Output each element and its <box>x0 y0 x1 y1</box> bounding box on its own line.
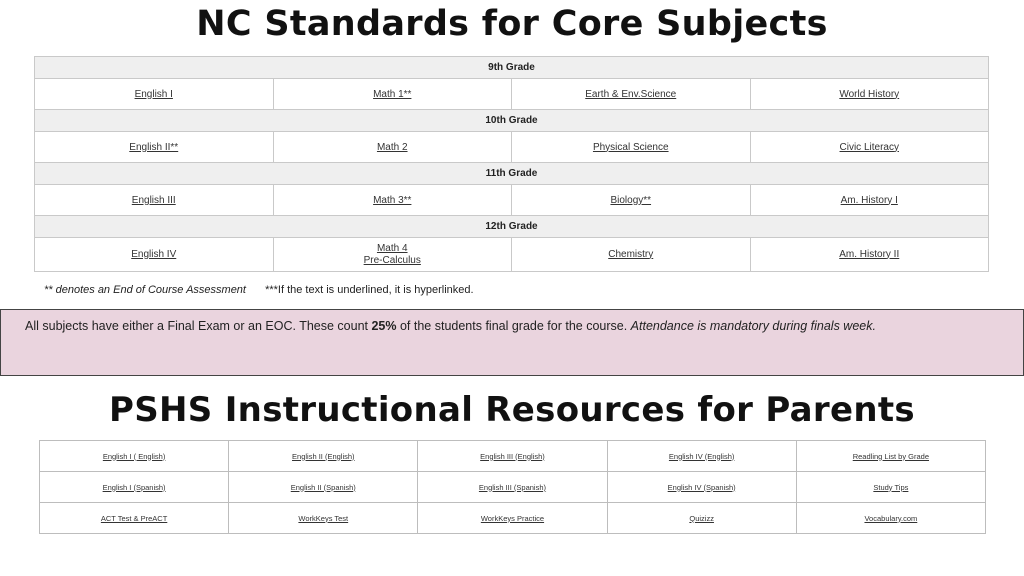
resource-cell <box>418 503 607 534</box>
grade-header-row <box>35 57 989 79</box>
resource-cell <box>229 441 418 472</box>
subject-link-earth-env-science[interactable]: Earth & Env.Science <box>585 88 677 100</box>
grade-header-row <box>35 163 989 185</box>
resource-link[interactable]: Vocabulary.com <box>864 513 918 523</box>
resource-link[interactable]: ACT Test & PreACT <box>100 513 168 523</box>
grade-header-row <box>35 216 989 238</box>
subject-link-biology[interactable]: Biology** <box>610 194 652 206</box>
subject-link-chemistry[interactable]: Chemistry <box>608 248 654 260</box>
resource-cell <box>229 503 418 534</box>
subject-link-english-2[interactable]: English II** <box>129 141 179 153</box>
resource-row <box>40 441 986 472</box>
banner-attendance-note: Attendance is mandatory during finals week. <box>630 319 876 333</box>
resource-link[interactable]: Study Tips <box>873 482 909 492</box>
resource-row <box>40 503 986 534</box>
subject-cell <box>35 238 274 272</box>
subject-cell <box>512 185 751 216</box>
subject-cell <box>750 185 989 216</box>
resource-link[interactable]: English III (English) <box>480 451 545 461</box>
subject-cell <box>35 185 274 216</box>
subject-link-pre-calculus[interactable]: Pre-Calculus <box>363 254 421 266</box>
subject-link-english-1[interactable]: English I <box>134 88 173 100</box>
resource-cell <box>418 472 607 503</box>
resource-cell <box>229 472 418 503</box>
hyperlink-footnote: ***If the text is underlined, it is hyperlinked. <box>265 284 474 296</box>
subject-cell <box>273 132 512 163</box>
subject-cell <box>273 238 512 272</box>
subject-link-civic-literacy[interactable]: Civic Literacy <box>839 141 899 153</box>
resources-table <box>39 440 986 534</box>
resource-row <box>40 472 986 503</box>
resource-link[interactable]: Quizizz <box>689 513 714 523</box>
resource-link[interactable]: WorkKeys Practice <box>480 513 545 523</box>
eoc-footnote: ** denotes an End of Course Assessment <box>44 284 246 296</box>
grade-header-row <box>35 110 989 132</box>
resources-title: PSHS Instructional Resources for Parents <box>109 390 915 430</box>
resource-cell <box>796 441 985 472</box>
resource-link[interactable]: English III (Spanish) <box>478 482 547 492</box>
resource-link[interactable]: Readling List by Grade <box>852 451 930 461</box>
grade-header: 9th Grade <box>35 57 989 79</box>
subject-cell <box>750 79 989 110</box>
resource-cell <box>40 472 229 503</box>
resource-cell <box>607 472 796 503</box>
resource-link[interactable]: English I (Spanish) <box>102 482 166 492</box>
subject-link-math-1[interactable]: Math 1** <box>373 88 412 100</box>
subject-cell <box>750 238 989 272</box>
subject-link-math-4[interactable]: Math 4 <box>376 242 408 254</box>
banner-text-middle: of the students final grade for the course. <box>396 319 631 333</box>
resource-link[interactable]: WorkKeys Test <box>298 513 349 523</box>
subject-cell <box>512 238 751 272</box>
subject-link-am-history-1[interactable]: Am. History I <box>840 194 898 206</box>
resource-link[interactable]: English IV (English) <box>668 451 735 461</box>
standards-table <box>34 56 989 272</box>
resource-cell <box>607 441 796 472</box>
resource-link[interactable]: English II (Spanish) <box>290 482 356 492</box>
resource-link[interactable]: English II (English) <box>292 451 355 461</box>
subject-cell <box>35 132 274 163</box>
resource-cell <box>40 441 229 472</box>
footnotes <box>44 284 474 296</box>
resource-link[interactable]: English IV (Spanish) <box>667 482 736 492</box>
banner-percent: 25% <box>371 319 397 333</box>
grade-header: 10th Grade <box>35 110 989 132</box>
subject-cell <box>35 79 274 110</box>
grade-header: 12th Grade <box>35 216 989 238</box>
subject-link-english-3[interactable]: English III <box>131 194 176 206</box>
resource-cell <box>607 503 796 534</box>
subject-cell <box>273 185 512 216</box>
subject-link-math-2[interactable]: Math 2 <box>376 141 408 153</box>
grade-header: 11th Grade <box>35 163 989 185</box>
subject-link-english-4[interactable]: English IV <box>131 248 177 260</box>
resource-cell <box>796 503 985 534</box>
subject-link-world-history[interactable]: World History <box>839 88 900 100</box>
resource-link[interactable]: English I ( English) <box>102 451 166 461</box>
resource-cell <box>40 503 229 534</box>
banner-text-start: All subjects have either a Final Exam or an EOC. These count <box>25 319 372 333</box>
subject-link-math-3[interactable]: Math 3** <box>373 194 412 206</box>
banner-text <box>25 319 876 333</box>
subject-link-am-history-2[interactable]: Am. History II <box>839 248 900 260</box>
subject-cell <box>273 79 512 110</box>
page-title: NC Standards for Core Subjects <box>196 4 828 44</box>
resource-cell <box>796 472 985 503</box>
subject-row <box>35 238 989 272</box>
subject-cell <box>512 132 751 163</box>
subject-row <box>35 132 989 163</box>
final-exam-banner <box>0 309 1024 376</box>
subject-link-physical-science[interactable]: Physical Science <box>592 141 669 153</box>
subject-cell <box>750 132 989 163</box>
resource-cell <box>418 441 607 472</box>
subject-cell <box>512 79 751 110</box>
subject-row <box>35 185 989 216</box>
subject-row <box>35 79 989 110</box>
